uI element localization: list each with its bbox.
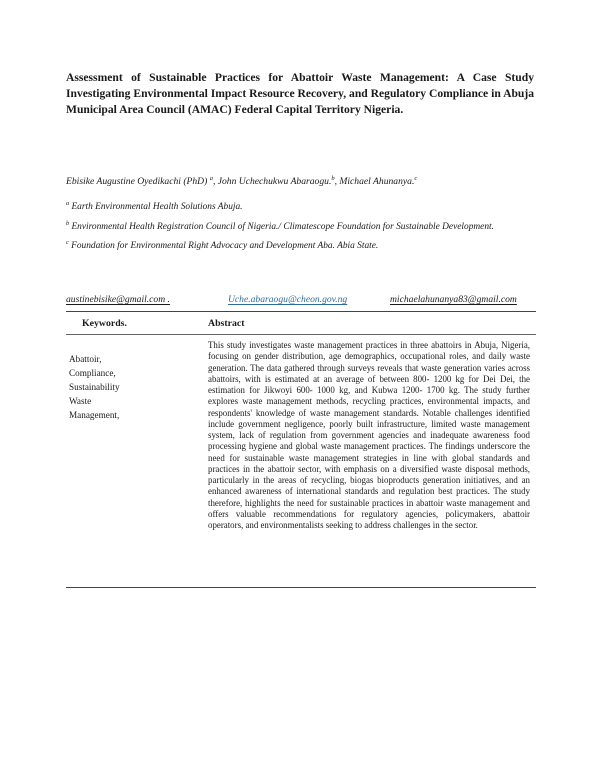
author-separator: , xyxy=(334,176,340,188)
keywords-header: Keywords. xyxy=(82,318,127,329)
affiliation-text: Environmental Health Registration Council of Nigeria./ Climatescope Foundation for Sustainable Development. xyxy=(71,221,494,232)
abstract-text: This study investigates waste management practices in three abattoirs in Abuja, Nigeria, focusing on gender distribution, age demographics, occupational roles, and daily waste generation. The data gathered through surveys reveals that waste generation varies across abattoirs, with is estimated at an average of between 800- 1200 kg for Dei Dei, the estimation for Jikwoyi 600- 1000 kg, and Kubwa 1200- 1700 kg. The study further explores waste management methods, recycling practices, environmental impacts, and respondents' knowledge of waste management standards. Notable challenges identified include government negligence, poorly built infrastructure, limited waste management system, lack of regulation from government agencies and inadequate awareness food processing hygiene and global waste management practices. The findings underscore the need for sustainable waste management strategies in line with global standards and practices in the abattoir sector, with emphasis on a diversified waste disposal methods, particularly in the areas of recycling, biogas bioproducts generation initiatives, and an enhanced awareness of international standards and regulation best practices. The study therefore, highlights the need for sustainable practices in abattoir waste management and offers valuable recommendations for regulatory agencies, policymakers, abattoir operators, and environmentalists seeking to address challenges in the sector. xyxy=(208,340,530,530)
affiliations xyxy=(66,198,536,257)
affiliation xyxy=(66,237,536,252)
author-name: Ebisike Augustine Oyedikachi (PhD) xyxy=(66,176,208,188)
keywords-list xyxy=(69,352,189,422)
author-separator: , xyxy=(212,176,218,188)
table-bottom-rule xyxy=(66,587,536,588)
abstract-header: Abstract xyxy=(208,318,245,329)
affiliation-marker: b xyxy=(66,219,70,227)
paper-title: Assessment of Sustainable Practices for Abattoir Waste Management: A Case Study Investigating Environmental Impact Resource Recovery, and Regulatory Compliance in Abuja Municipal Area Council (AMAC) Federal Capital Territory Nigeria. xyxy=(66,71,534,116)
table-header-rule xyxy=(66,334,536,335)
affiliation-text: Foundation for Environmental Right Advocacy and Development Aba. Abia State. xyxy=(71,241,379,252)
email-link-first-author[interactable]: austinebisike@gmail.com . xyxy=(66,294,170,305)
affiliation-marker: c xyxy=(66,239,69,247)
email-link-second-author[interactable]: Uche.abaraogu@cheon.gov.ng xyxy=(228,294,348,305)
author-affil-marker: c xyxy=(414,175,418,182)
affiliation-marker: a xyxy=(66,200,70,207)
author-affil-marker: b xyxy=(331,175,335,182)
keyword-item: Management, xyxy=(69,410,120,420)
table-top-rule xyxy=(66,311,536,312)
author-name: John Uchechukwu Abaraogu. xyxy=(217,176,332,188)
author-line xyxy=(66,175,546,187)
author-affil-marker: a xyxy=(209,175,213,182)
affiliation xyxy=(66,198,536,213)
author-name: Michael Ahunanya. xyxy=(339,176,415,188)
keyword-item: Compliance, xyxy=(69,368,116,378)
keyword-item: Abattoir, xyxy=(69,354,102,364)
email-link-third-author[interactable]: michaelahunanya83@gmail.com xyxy=(390,294,517,305)
affiliation xyxy=(66,218,536,233)
affiliation-text: Earth Environmental Health Solutions Abuja. xyxy=(71,202,243,213)
keyword-item: Waste xyxy=(69,396,92,406)
keyword-item: Sustainability xyxy=(69,382,120,392)
